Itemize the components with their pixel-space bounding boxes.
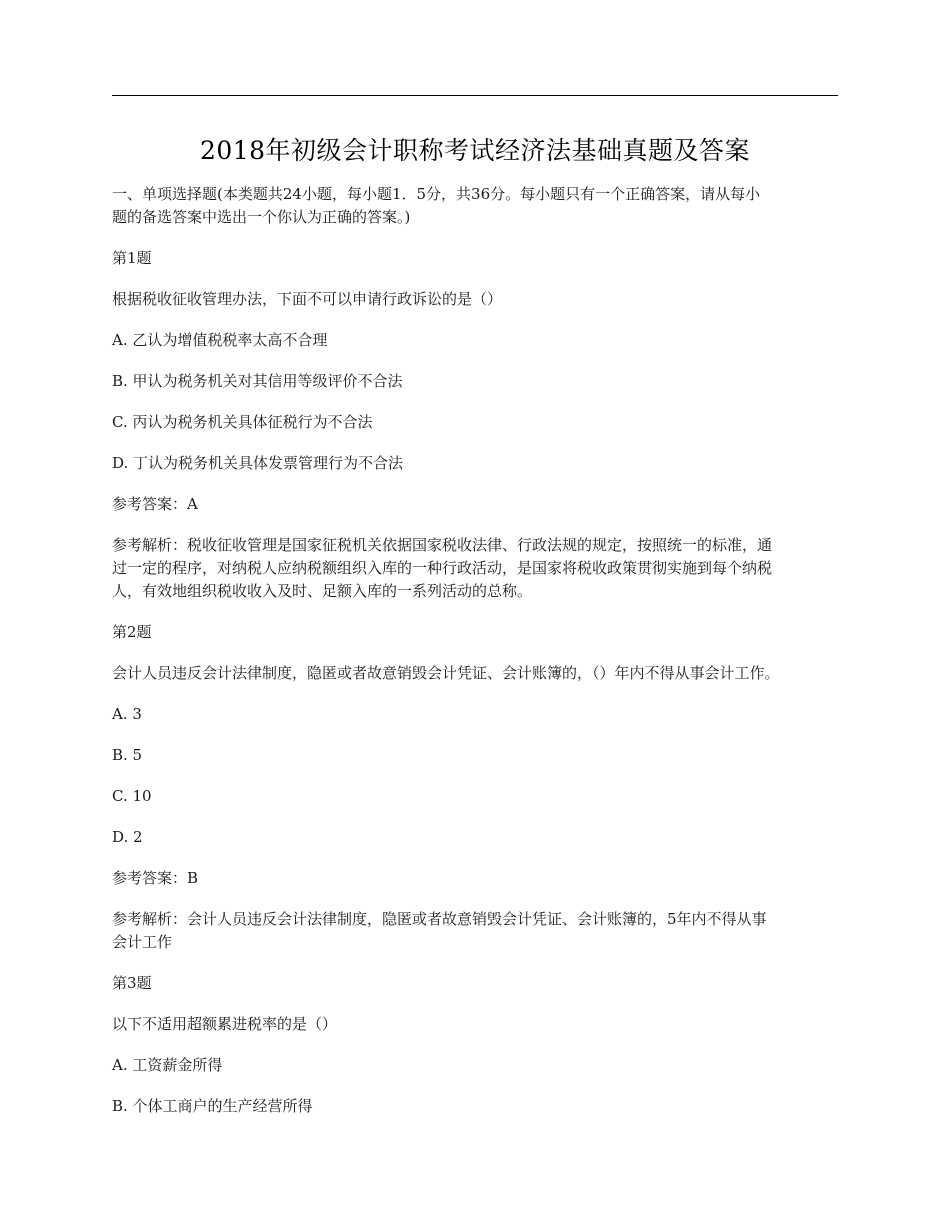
question-2-stem: 会计人员违反会计法律制度，隐匿或者故意销毁会计凭证、会计账簿的，（）年内不得从事会计工作。	[112, 664, 780, 682]
section-heading-line-1: 一、单项选择题(本类题共24小题，每小题1．5分，共36分。每小题只有一个正确答案，请从每小	[112, 185, 761, 203]
question-3-label: 第3题	[112, 974, 152, 992]
question-2-option-b: B. 5	[112, 746, 143, 764]
question-3-stem: 以下不适用超额累进税率的是（）	[112, 1015, 338, 1033]
question-1-option-b: B. 甲认为税务机关对其信用等级评价不合法	[112, 372, 403, 390]
question-1-label: 第1题	[112, 249, 152, 267]
question-1-option-c: C. 丙认为税务机关具体征税行为不合法	[112, 413, 373, 431]
question-2-option-a: A. 3	[112, 705, 142, 723]
question-2-label: 第2题	[112, 623, 152, 641]
question-1-analysis-line: 参考解析：税收征收管理是国家征税机关依据国家税收法律、行政法规的规定，按照统一的标准，通	[112, 536, 773, 554]
question-1-stem: 根据税收征收管理办法，下面不可以申请行政诉讼的是（）	[112, 290, 503, 308]
question-1-analysis-line: 过一定的程序，对纳税人应纳税额组织入库的一种行政活动，是国家将税收政策贯彻实施到每个纳税	[112, 559, 773, 577]
section-heading-line-2: 题的备选答案中选出一个你认为正确的答案。)	[112, 208, 411, 226]
document-title: 2018年初级会计职称考试经济法基础真题及答案	[199, 136, 751, 165]
question-1-analysis-line: 人，有效地组织税收收入及时、足额入库的一系列活动的总称。	[112, 582, 533, 600]
question-2-analysis-line: 参考解析：会计人员违反会计法律制度，隐匿或者故意销毁会计凭证、会计账簿的，5年内不得从事	[112, 910, 767, 928]
question-2-option-c: C. 10	[112, 787, 152, 805]
question-1-option-d: D. 丁认为税务机关具体发票管理行为不合法	[112, 454, 404, 472]
question-2-answer: 参考答案：B	[112, 869, 199, 887]
question-3-option-a: A. 工资薪金所得	[112, 1056, 223, 1074]
question-3-option-b: B. 个体工商户的生产经营所得	[112, 1097, 313, 1115]
question-2-option-d: D. 2	[112, 828, 143, 846]
header-rule	[112, 95, 838, 96]
question-2-analysis-line: 会计工作	[112, 933, 173, 951]
question-1-option-a: A. 乙认为增值税税率太高不合理	[112, 331, 328, 349]
question-1-answer: 参考答案：A	[112, 495, 198, 513]
